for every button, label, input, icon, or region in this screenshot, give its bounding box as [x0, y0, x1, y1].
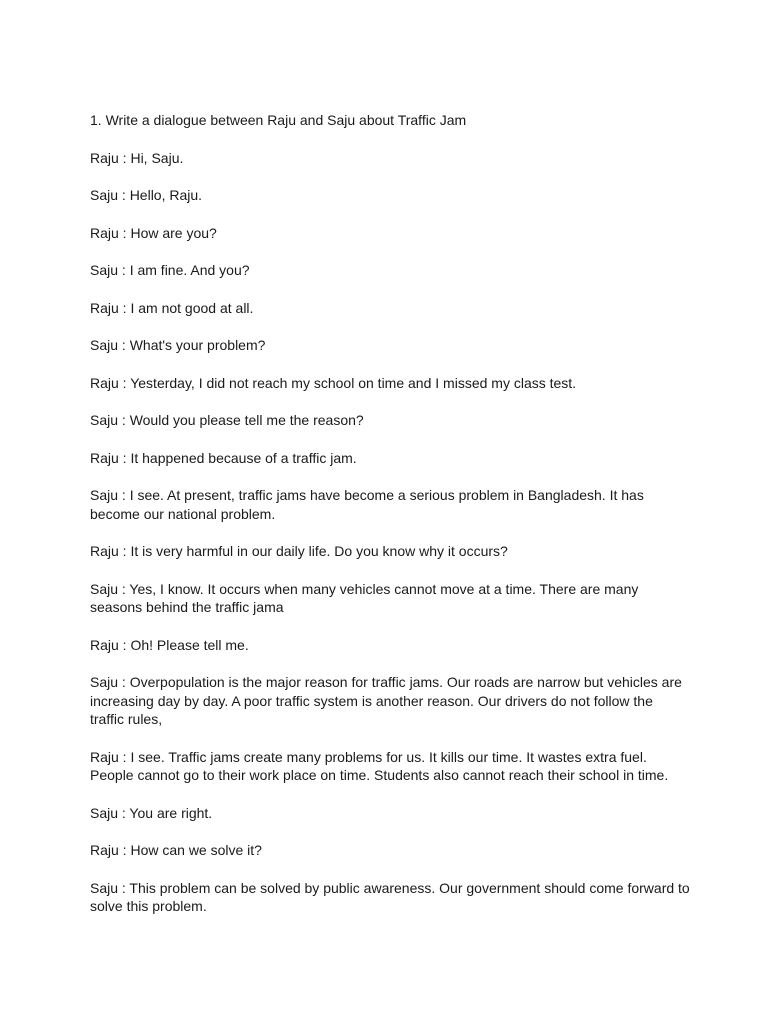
dialogue-line: Saju : What's your problem?	[90, 337, 266, 353]
dialogue-line: Raju : Oh! Please tell me.	[90, 636, 249, 653]
dialogue-line: Raju : It is very harmful in our daily life. Do you know why it occurs?	[90, 543, 508, 559]
dialogue-line: Saju : This problem can be solved by public awareness. Our government should come forward to solve this problem.	[90, 879, 690, 914]
dialogue-line: Raju : I am not good at all.	[90, 299, 254, 316]
dialogue-line: Raju : Hi, Saju.	[90, 149, 184, 166]
document-page	[90, 111, 690, 935]
dialogue-line: Saju : Yes, I know. It occurs when many vehicles cannot move at a time. There are many seasons behind the traffic jama	[90, 580, 639, 615]
dialogue-line: Raju : It happened because of a traffic jam.	[90, 449, 357, 466]
dialogue-line: Saju : I am fine. And you?	[90, 262, 250, 278]
dialogue-line: Saju : Overpopulation is the major reason for traffic jams. Our roads are narrow but vehicles are increasing day by day. A poor traffic system is another reason. Our drivers do not follow the traffic rules,	[90, 674, 682, 727]
dialogue-line: Raju : I see. Traffic jams create many problems for us. It kills our time. It wastes extra fuel. People cannot go to their work place on time. Students also cannot reach their school in time.	[90, 748, 669, 783]
dialogue-line: Raju : How are you?	[90, 224, 217, 241]
dialogue-line: Saju : Hello, Raju.	[90, 187, 203, 203]
dialogue-line: Raju : Yesterday, I did not reach my school on time and I missed my class test.	[90, 374, 577, 391]
dialogue-line: Saju : You are right.	[90, 804, 213, 821]
dialogue-line: Raju : How can we solve it?	[90, 842, 262, 858]
dialogue-line: Saju : I see. At present, traffic jams have become a serious problem in Bangladesh. It has become our national problem.	[90, 487, 644, 522]
document-title: 1. Write a dialogue between Raju and Saju about Traffic Jam	[90, 112, 467, 128]
dialogue-line: Saju : Would you please tell me the reason?	[90, 412, 364, 428]
